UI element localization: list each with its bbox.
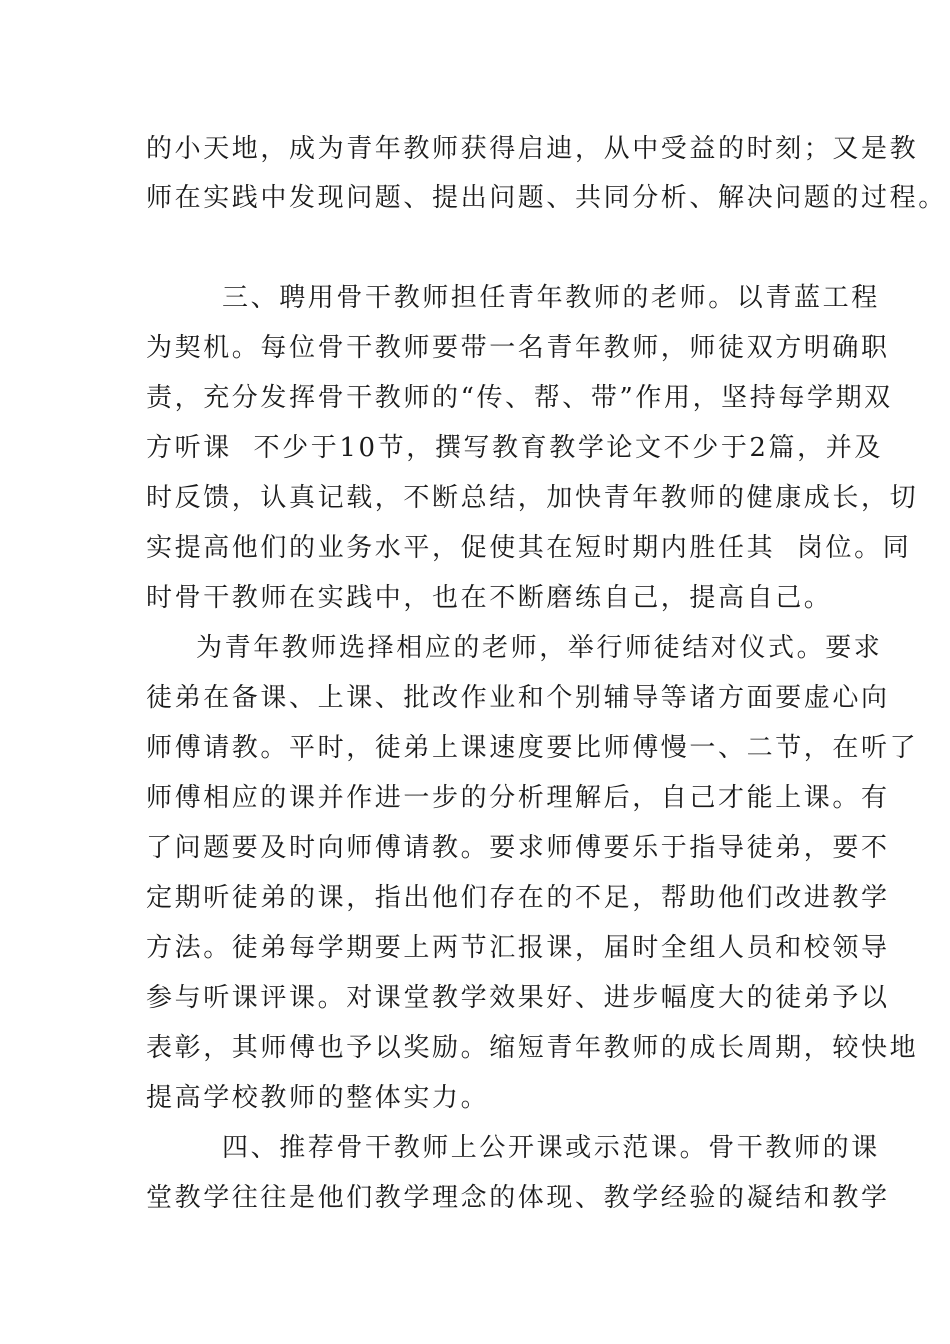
paragraph-line: 堂教学往往是他们教学理念的体现、教学经验的凝结和教学 bbox=[146, 1183, 890, 1213]
paragraph-line: 提高学校教师的整体实力。 bbox=[146, 1083, 490, 1113]
paragraph-line: 方法。徒弟每学期要上两节汇报课，届时全组人员和校领导 bbox=[146, 933, 890, 963]
paragraph-line: 为青年教师选择相应的老师，举行师徒结对仪式。要求 bbox=[196, 633, 883, 663]
section-heading-line: 三、聘用骨干教师担任青年教师的老师。以青蓝工程 bbox=[222, 283, 880, 313]
paragraph-line: 时骨干教师在实践中，也在不断磨练自己，提高自己。 bbox=[146, 583, 833, 613]
paragraph-line: 实提高他们的业务水平，促使其在短时期内胜任其 岗位。同 bbox=[146, 533, 912, 563]
paragraph-line: 了问题要及时向师傅请教。要求师傅要乐于指导徒弟，要不 bbox=[146, 833, 890, 863]
paragraph-line: 方听课 不少于10节，撰写教育教学论文不少于2篇，并及 bbox=[146, 433, 883, 463]
paragraph-line: 定期听徒弟的课，指出他们存在的不足，帮助他们改进教学 bbox=[146, 883, 890, 913]
paragraph-line: 师傅相应的课并作进一步的分析理解后，自己才能上课。有 bbox=[146, 783, 890, 813]
paragraph-line: 师傅请教。平时，徒弟上课速度要比师傅慢一、二节，在听了 bbox=[146, 733, 919, 763]
paragraph-line: 为契机。每位骨干教师要带一名青年教师，师徒双方明确职 bbox=[146, 333, 890, 363]
paragraph-line: 师在实践中发现问题、提出问题、共同分析、解决问题的过程。 bbox=[146, 183, 947, 213]
paragraph-line: 表彰，其师傅也予以奖励。缩短青年教师的成长周期，较快地 bbox=[146, 1033, 919, 1063]
section-heading-line: 四、推荐骨干教师上公开课或示范课。骨干教师的课 bbox=[222, 1133, 880, 1163]
paragraph-line: 参与听课评课。对课堂教学效果好、进步幅度大的徒弟予以 bbox=[146, 983, 890, 1013]
paragraph-line: 的小天地，成为青年教师获得启迪，从中受益的时刻；又是教 bbox=[146, 134, 919, 164]
paragraph-line: 时反馈，认真记载，不断总结，加快青年教师的健康成长，切 bbox=[146, 483, 919, 513]
paragraph-line: 徒弟在备课、上课、批改作业和个别辅导等诸方面要虚心向 bbox=[146, 683, 890, 713]
paragraph-line: 责，充分发挥骨干教师的“传、帮、带”作用，坚持每学期双 bbox=[146, 383, 893, 413]
